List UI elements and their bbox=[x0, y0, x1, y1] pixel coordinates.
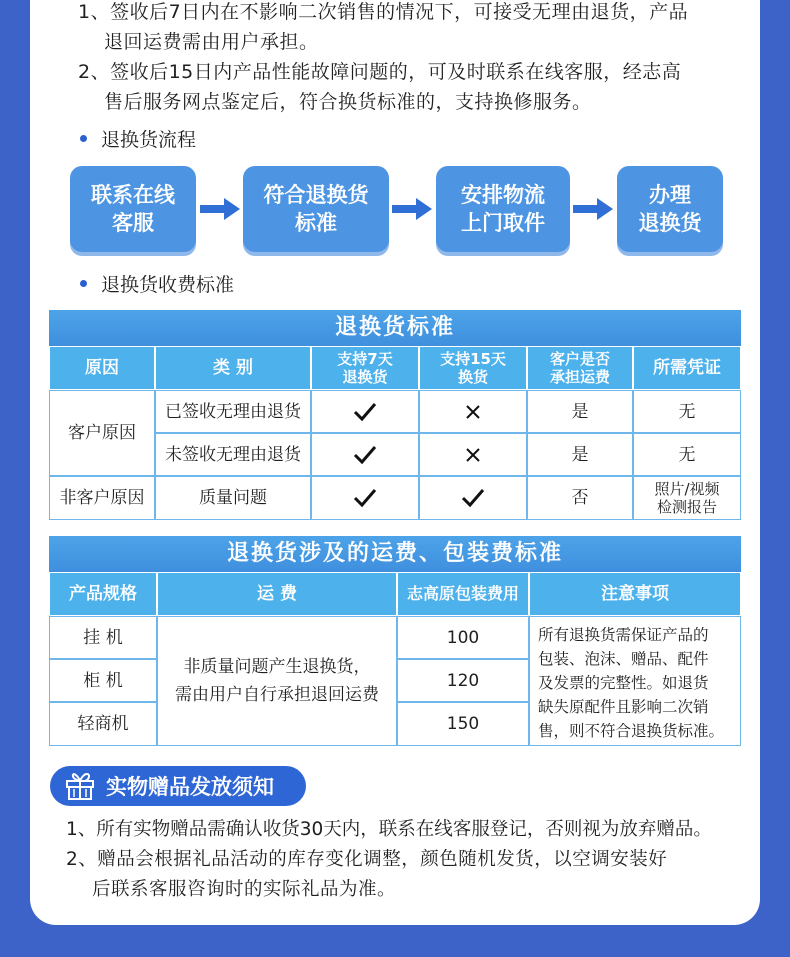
table1-cell-proof bbox=[633, 476, 741, 520]
header-text: 退换货 bbox=[342, 368, 388, 386]
check-icon bbox=[353, 487, 377, 509]
table1-cell-customer-freight: 是 bbox=[527, 433, 633, 476]
table2-header-spec: 产品规格 bbox=[49, 572, 157, 616]
table2-cell-freight bbox=[157, 616, 397, 746]
table1-cell-customer-freight: 否 bbox=[527, 476, 633, 520]
table1-cell-group-reason: 客户原因 bbox=[49, 390, 155, 476]
gift-line-2: 2、赠品会根据礼品活动的库存变化调整，颜色随机发货，以空调安装好 bbox=[66, 849, 668, 870]
table1-cell-7day bbox=[311, 390, 419, 433]
gift-line-3: 后联系客服咨询时的实际礼品为准。 bbox=[92, 879, 397, 900]
notes-line: 及发票的完整性。如退货 bbox=[538, 674, 709, 692]
flow-step-text: 联系在线 bbox=[91, 183, 175, 207]
table1-cell-proof: 无 bbox=[633, 433, 741, 476]
notes-line: 售，则不符合退换货标准。 bbox=[538, 722, 725, 740]
flow-step-process bbox=[617, 166, 723, 252]
flow-arrow-icon bbox=[200, 198, 240, 220]
table1-cell-15day bbox=[419, 476, 527, 520]
flow-step-standard bbox=[243, 166, 389, 252]
flow-section-title bbox=[80, 128, 196, 152]
intro-line-4: 售后服务网点鉴定后，符合换货标准的，支持换修服务。 bbox=[104, 91, 592, 113]
fee-title-text: 退换货收费标准 bbox=[101, 274, 235, 296]
table1-header-customer-freight bbox=[527, 346, 633, 390]
flow-title-text: 退换货流程 bbox=[101, 129, 197, 151]
flow-step-text: 客服 bbox=[112, 211, 154, 235]
bullet-dot bbox=[80, 280, 87, 287]
flow-arrow-icon bbox=[573, 198, 613, 220]
table1-header-proof: 所需凭证 bbox=[633, 346, 741, 390]
table2-header-freight: 运 费 bbox=[157, 572, 397, 616]
flow-arrow-icon bbox=[392, 198, 432, 220]
flow-step-text: 办理 bbox=[649, 183, 691, 207]
table2-cell-packaging: 150 bbox=[397, 702, 529, 746]
table2-header-notes: 注意事项 bbox=[529, 572, 741, 616]
table2-title: 退换货涉及的运费、包装费标准 bbox=[49, 536, 741, 572]
fee-section-title bbox=[80, 273, 234, 297]
table1-cell-category: 未签收无理由退货 bbox=[155, 433, 311, 476]
flow-step-text: 安排物流 bbox=[461, 183, 545, 207]
table1-title: 退换货标准 bbox=[49, 310, 741, 346]
header-text: 支持15天 bbox=[440, 350, 506, 368]
gift-banner bbox=[50, 766, 306, 806]
table1-cell-proof: 无 bbox=[633, 390, 741, 433]
table1-cell-15day bbox=[419, 390, 527, 433]
gift-icon bbox=[64, 771, 96, 801]
table1-cell-customer-freight: 是 bbox=[527, 390, 633, 433]
gift-line-1: 1、所有实物赠品需确认收货30天内，联系在线客服登记，否则视为放弃赠品。 bbox=[66, 819, 712, 840]
table2-cell-notes bbox=[529, 616, 741, 746]
notes-line: 包装、泡沫、赠品、配件 bbox=[538, 650, 709, 668]
flow-step-text: 标准 bbox=[295, 211, 337, 235]
notes-line: 所有退换货需保证产品的 bbox=[538, 626, 709, 644]
table1-cell-category: 质量问题 bbox=[155, 476, 311, 520]
flow-step-contact bbox=[70, 166, 196, 252]
table1-cell-category: 已签收无理由退货 bbox=[155, 390, 311, 433]
table2-cell-spec: 挂 机 bbox=[49, 616, 157, 659]
table2-cell-spec: 轻商机 bbox=[49, 702, 157, 746]
table1-header-category: 类 别 bbox=[155, 346, 311, 390]
table2-cell-packaging: 120 bbox=[397, 659, 529, 702]
proof-text: 检测报告 bbox=[656, 498, 717, 516]
freight-text: 需由用户自行承担退回运费 bbox=[175, 685, 379, 705]
flow-step-text: 退换货 bbox=[638, 211, 702, 235]
freight-text: 非质量问题产生退换货， bbox=[183, 657, 371, 677]
table1-cell-15day bbox=[419, 433, 527, 476]
notes-line: 缺失原配件且影响二次销 bbox=[538, 698, 709, 716]
table1-cell-7day bbox=[311, 433, 419, 476]
header-text: 客户是否 bbox=[549, 350, 610, 368]
table1-cell-7day bbox=[311, 476, 419, 520]
intro-line-3: 2、签收后15日内产品性能故障问题的，可及时联系在线客服，经志高 bbox=[78, 61, 682, 83]
table2-header-packaging: 志高原包装费用 bbox=[397, 572, 529, 616]
table2-cell-spec: 柜 机 bbox=[49, 659, 157, 702]
cross-icon bbox=[465, 404, 481, 420]
cross-icon bbox=[465, 447, 481, 463]
header-text: 承担运费 bbox=[549, 368, 610, 386]
table1-header-7day bbox=[311, 346, 419, 390]
check-icon bbox=[353, 444, 377, 466]
table1-cell-reason: 非客户原因 bbox=[49, 476, 155, 520]
intro-line-1: 1、签收后7日内在不影响二次销售的情况下，可接受无理由退货，产品 bbox=[78, 1, 689, 23]
bullet-dot bbox=[80, 135, 87, 142]
proof-text: 照片/视频 bbox=[654, 480, 720, 498]
flow-step-text: 符合退换货 bbox=[263, 183, 369, 207]
table1-header-15day bbox=[419, 346, 527, 390]
flow-step-text: 上门取件 bbox=[461, 211, 545, 235]
check-icon bbox=[353, 401, 377, 423]
check-icon bbox=[461, 487, 485, 509]
flow-step-logistics bbox=[436, 166, 570, 252]
table2-cell-packaging: 100 bbox=[397, 616, 529, 659]
intro-line-2: 退回运费需由用户承担。 bbox=[104, 31, 319, 53]
gift-title: 实物赠品发放须知 bbox=[106, 775, 274, 799]
header-text: 换货 bbox=[457, 368, 488, 386]
header-text: 支持7天 bbox=[337, 350, 393, 368]
table1-header-reason: 原因 bbox=[49, 346, 155, 390]
